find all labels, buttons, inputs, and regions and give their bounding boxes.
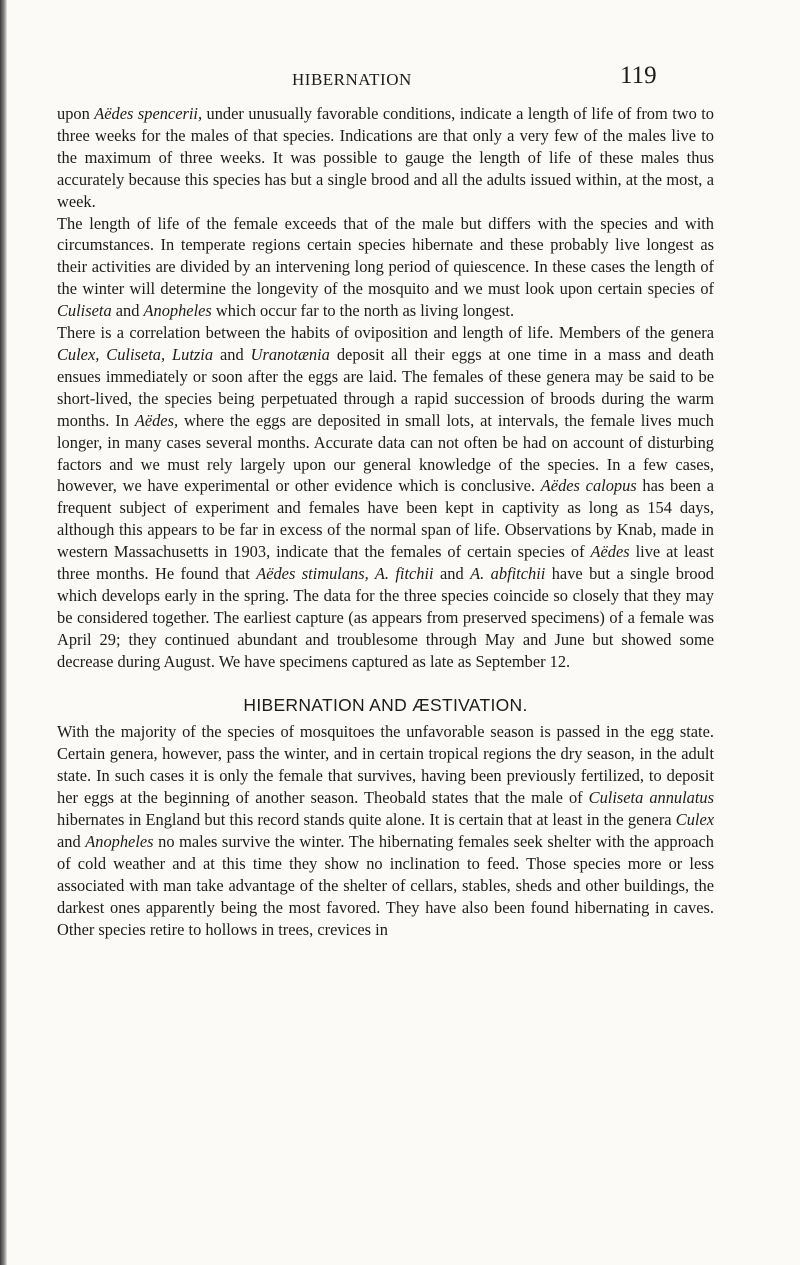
italic-text: Aëdes calopus xyxy=(540,476,637,496)
paragraphs xyxy=(57,103,714,673)
paragraph xyxy=(57,213,714,323)
text-run: where the eggs are deposited in small lots, at intervals, the female lives much longer, in many cases several months. Accurate data can not often be had on account of disturbing factors and we must rely largely upon our general knowledge of the species. In a few cases, however, we have experimental or other evidence which is conclusive. xyxy=(57,410,715,496)
body-text xyxy=(57,103,714,941)
italic-text: Culiseta annulatus xyxy=(588,788,714,808)
text-run: has been a frequent subject of experiment and females have been kept in captivity as long as 154 days, although this appears to be far in excess of the normal span of life. Observations by Knab, made in western Massachusetts in 1903, indicate that the females of certain species of xyxy=(57,476,714,562)
text-run: and xyxy=(433,564,471,584)
italic-text: A. abfitchii xyxy=(470,564,546,584)
text-run: and xyxy=(111,301,144,321)
text-run: The length of life of the female exceeds that of the male but differs with the species and with circumstances. In temperate regions certain species hibernate and these probably live longest as their activities are divided by an intervening long period of quiescence. In these cases the length of the winter will determine the longevity of the mosquito and we must look upon certain species of xyxy=(57,213,714,299)
text-run: hibernates in England but this record stands quite alone. It is certain that at least in the genera xyxy=(57,810,676,830)
paragraph xyxy=(57,103,714,213)
text-run: which occur far to the north as living longest. xyxy=(211,301,515,321)
text-run: no males survive the winter. The hibernating females seek shelter with the approach of cold weather and at this time they show no inclination to feed. Those species more or less associated with man take advantage of the shelter of cellars, stables, sheds and other buildings, the darkest ones apparently being the most favored. They have also been found hibernating in caves. Other species retire to hollows in trees, crevices in xyxy=(57,832,715,939)
text-run: and xyxy=(213,344,251,364)
text-run: With the majority of the species of mosquitoes the unfavorable season is passed in the egg state. Certain genera, however, pass the winter, and in certain tropical regions the dry season, in the adult state. In such cases it is only the female that survives, having been previously fertilized, to deposit her eggs at the beginning of another season. Theobald states that the male of xyxy=(57,722,714,808)
text-run: live at least three months. He found that xyxy=(57,542,714,584)
page-header xyxy=(0,62,800,102)
italic-text: Aëdes xyxy=(590,542,630,562)
italic-text: Culiseta xyxy=(57,301,112,321)
italic-text: Culex, Culiseta, Lutzia xyxy=(57,344,214,364)
italic-text: Aëdes stimulans, A. fitchii xyxy=(256,564,434,584)
page-number: 119 xyxy=(620,62,657,89)
italic-text: Aëdes, xyxy=(134,410,179,430)
italic-text: Culex xyxy=(675,810,714,830)
text-run: upon xyxy=(57,104,95,123)
paragraph xyxy=(57,322,714,673)
text-run: have but a single brood which develops early in the spring. The data for the three species coincide so closely that they may be considered together. The earliest capture (as appears from preserved specimens) of a female was April 29; they continued abundant and troublesome through May and June but showed some decrease during August. We have specimens captured as late as September 12. xyxy=(57,564,714,671)
italic-text: Aëdes spencerii, xyxy=(94,104,203,123)
text-run: deposit all their eggs at one time in a mass and death ensues immediately or soon after the eggs are laid. The females of these genera may be said to be short-lived, the species being perpetuated through a rapid succession of broods during the warm months. In xyxy=(57,344,714,430)
paragraph xyxy=(57,721,714,940)
italic-text: Anopheles xyxy=(85,832,154,851)
section-heading: HIBERNATION AND ÆSTIVATION. xyxy=(243,694,528,715)
text-run: There is a correlation between the habits of oviposition and length of life. Members of the genera xyxy=(57,323,714,343)
italic-text: Anopheles xyxy=(143,301,212,321)
section-paragraphs xyxy=(57,721,714,940)
page-gutter-shadow xyxy=(0,0,7,1265)
italic-text: Uranotænia xyxy=(250,344,330,364)
running-title: HIBERNATION xyxy=(292,70,412,89)
text-run: and xyxy=(57,832,86,851)
text-run: under unusually favorable conditions, indicate a length of life of from two to three weeks for the males of that species. Indications are that only a very few of the males live to the maximum of three weeks. It was possible to gauge the length of life of these males thus accurately because this species has but a single brood and all the adults issued within, at the most, a week. xyxy=(57,104,714,211)
